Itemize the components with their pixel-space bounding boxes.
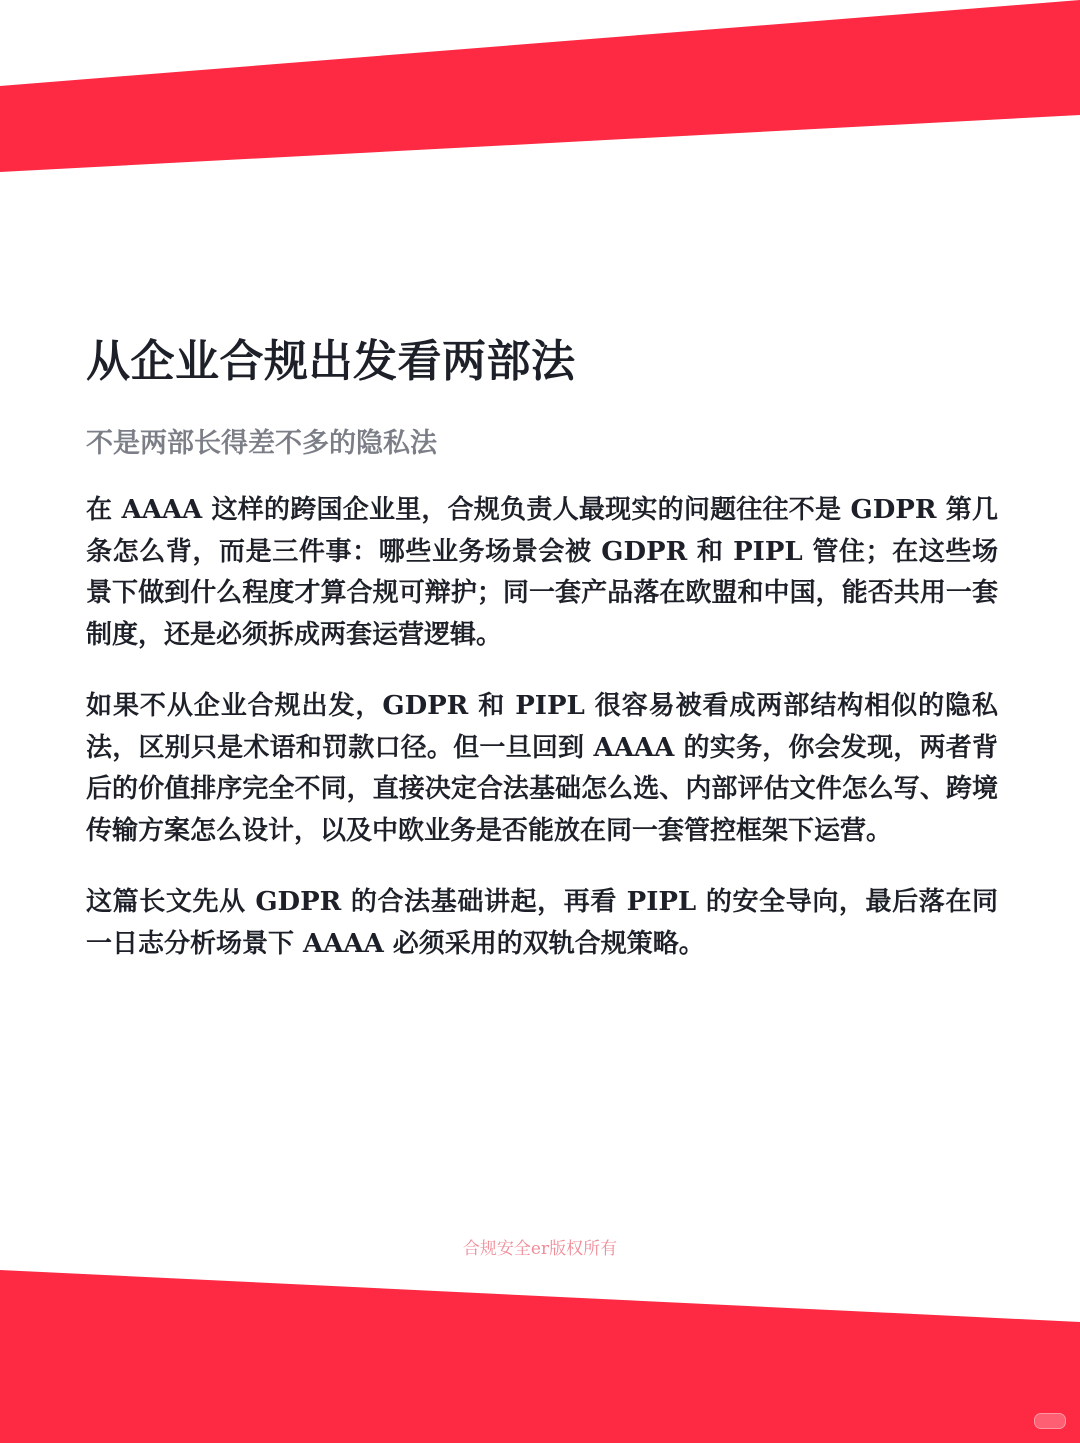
paragraph-2: 如果不从企业合规出发，GDPR 和 PIPL 很容易被看成两部结构相似的隐私法，区别只是术语和罚款口径。但一旦回到 AAAA 的实务，你会发现，两者背后的价值排序完全不同，直接决定合法基础怎么选、内部评估文件怎么写、跨境传输方案怎么设计，以及中欧业务是否能放在同一套管控框架下运营。 — [86, 691, 998, 846]
paragraph-3: 这篇长文先从 GDPR 的合法基础讲起，再看 PIPL 的安全导向，最后落在同一日志分析场景下 AAAA 必须采用的双轨合规策略。 — [86, 887, 998, 959]
article-title: 从企业合规出发看两部法 — [86, 336, 576, 387]
bottom-red-band — [0, 1270, 1080, 1443]
article-body — [86, 330, 998, 965]
copyright-notice: 合规安全er版权所有 — [462, 1239, 618, 1259]
article-subtitle: 不是两部长得差不多的隐私法 — [86, 428, 437, 459]
top-red-band — [0, 0, 1080, 172]
app-watermark-icon — [1034, 1413, 1066, 1429]
paragraph-1: 在 AAAA 这样的跨国企业里，合规负责人最现实的问题往往不是 GDPR 第几条怎么背，而是三件事：哪些业务场景会被 GDPR 和 PIPL 管住；在这些场景下做到什么程度才算合规可辩护；同一套产品落在欧盟和中国，能否共用一套制度，还是必须拆成两套运营逻辑。 — [86, 495, 998, 650]
